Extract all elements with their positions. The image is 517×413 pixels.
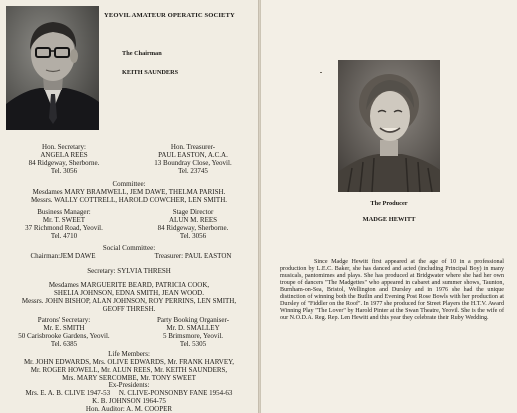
patrons-secretary-block bbox=[0, 316, 128, 348]
print-mark bbox=[320, 72, 322, 73]
patrons-secretary-tel: Tel. 6385 bbox=[50, 340, 78, 348]
life-members-line-2: Mr. ROGER HOWELL, Mr. ALUN REES, Mr. KEITH SAUNDERS, bbox=[30, 366, 228, 374]
producer-role: The Producer bbox=[370, 200, 408, 207]
party-booking-name: Mr. D. SMALLEY bbox=[166, 324, 220, 332]
social-members-line-4: GEOFF THRESH. bbox=[102, 305, 156, 313]
party-booking-address: 5 Brimsmore, Yeovil. bbox=[162, 332, 224, 340]
committee-line-1: Mesdames MARY BRAMWELL, JEM DAWE, THELMA PARISH. bbox=[32, 188, 226, 196]
secretary-tel: Tel. 3056 bbox=[50, 167, 78, 175]
business-manager-role: Business Manager: bbox=[37, 208, 91, 216]
social-members-line-2: SHELIA JOHNSON, EDNA SMITH, JEAN WOOD. bbox=[54, 289, 204, 297]
life-members-line-3: Mrs. MARY SERCOMBE, Mr. TONY SWEET bbox=[62, 374, 196, 382]
chairman-photo bbox=[6, 6, 99, 130]
social-members-line-1: Mesdames MARGUERITE BEARD, PATRICIA COOK, bbox=[48, 281, 210, 289]
secretary-name: ANGELA REES bbox=[40, 151, 88, 159]
social-members-line-3: Messrs. JOHN BISHOP, ALAN JOHNSON, ROY PERRINS, LEN SMITH, bbox=[21, 297, 237, 305]
stage-director-tel: Tel. 3056 bbox=[179, 232, 207, 240]
chairman-name: KEITH SAUNDERS bbox=[122, 69, 179, 76]
treasurer-tel: Tel. 23745 bbox=[178, 167, 208, 175]
stage-director-address: 84 Ridgeway, Sherborne. bbox=[157, 224, 229, 232]
business-manager-name: Mr. T. SWEET bbox=[42, 216, 86, 224]
left-page bbox=[0, 0, 258, 413]
patrons-secretary-name: Mr. E. SMITH bbox=[43, 324, 85, 332]
chairman-role: The Chairman bbox=[122, 50, 162, 57]
social-committee-treasurer: Treasurer: PAUL EASTON bbox=[154, 252, 232, 260]
stage-director-role: Stage Director bbox=[172, 208, 214, 216]
biography-paragraph: Since Madge Hewitt first appeared at the age of 10 in a professional production by L.E.C. Baker, she has danced and acted (including Principal Boy) in many musicals, pantomimes and plays. She has produced at Bridgwater where she had her own troupe of dancers "The Madgettes" who appeared in cabaret and summer shows, Taunton, Burnham-on-Sea, Bristol, Wellington and Dursley and in 1976 she had the unique distinction of winning both the Butlin and Evening Post Rose Bowls with her production at Dursley of "Fiddler on the Roof". In 1977 she produced for Street Players the H.T.V. Award Winning Play "The Lover" by Harold Pinter at the Swan Theatre, Yeovil. She is the wife of our N.O.D.A. Reg. Rep. Len Hewitt and this year they celebrate their Ruby Wedding. bbox=[280, 259, 504, 322]
life-members-block bbox=[0, 350, 258, 382]
hon-auditor: Hon. Auditor: A. M. COOPER bbox=[85, 405, 173, 413]
party-booking-block bbox=[128, 316, 258, 348]
treasurer-address: 13 Boundray Close, Yeovil. bbox=[154, 159, 232, 167]
treasurer-name: PAUL EASTON, A.C.A. bbox=[158, 151, 228, 159]
social-committee-chairman: Chairman:JEM DAWE bbox=[30, 252, 96, 260]
committee-block bbox=[0, 180, 258, 204]
life-members-line-1: Mr. JOHN EDWARDS, Mrs. OLIVE EDWARDS, Mr. FRANK HARVEY, bbox=[23, 358, 235, 366]
stage-director-name: ALUN M. REES bbox=[168, 216, 218, 224]
secretary-address: 84 Ridgeway, Sherborne. bbox=[28, 159, 100, 167]
hon-treasurer-block bbox=[128, 143, 258, 175]
society-title: YEOVIL AMATEUR OPERATIC SOCIETY bbox=[104, 12, 235, 19]
social-committee-heading: Social Committee: bbox=[102, 244, 156, 252]
ex-presidents-block bbox=[0, 381, 258, 405]
ex-presidents-heading: Ex-Presidents: bbox=[108, 381, 150, 389]
producer-photo bbox=[338, 60, 440, 192]
ex-presidents-line-2: K. B. JOHNSON 1964-75 bbox=[92, 397, 166, 405]
stage-director-block bbox=[128, 208, 258, 240]
patrons-secretary-role: Patrons' Secretary: bbox=[37, 316, 91, 324]
secretary-role: Hon. Secretary: bbox=[42, 143, 86, 151]
life-members-heading: Life Members: bbox=[108, 350, 150, 358]
producer-name: MADGE HEWITT bbox=[362, 216, 416, 223]
right-page bbox=[261, 0, 517, 413]
social-members-block bbox=[0, 281, 258, 313]
committee-heading: Committee: bbox=[112, 180, 146, 188]
party-booking-role: Party Booking Organiser- bbox=[156, 316, 230, 324]
producer-biography bbox=[280, 259, 504, 322]
treasurer-role: Hon. Treasurer- bbox=[170, 143, 216, 151]
hon-secretary-block bbox=[0, 143, 128, 175]
business-manager-tel: Tel. 4710 bbox=[50, 232, 78, 240]
patrons-secretary-address: 50 Carisbrooke Gardens, Yeovil. bbox=[18, 332, 110, 340]
committee-line-2: Messrs. WALLY COTTRELL, HAROLD COWCHER, LEN SMITH. bbox=[30, 196, 228, 204]
party-booking-tel: Tel. 5305 bbox=[179, 340, 207, 348]
business-manager-block bbox=[0, 208, 128, 240]
social-secretary: Secretary: SYLVIA THRESH bbox=[87, 267, 171, 275]
ex-presidents-line-1: Mrs. E. A. B. CLIVE 1947-53 N. CLIVE-PONSONBY FANE 1954-63 bbox=[25, 389, 233, 397]
business-manager-address: 37 Richmond Road, Yeovil. bbox=[25, 224, 103, 232]
